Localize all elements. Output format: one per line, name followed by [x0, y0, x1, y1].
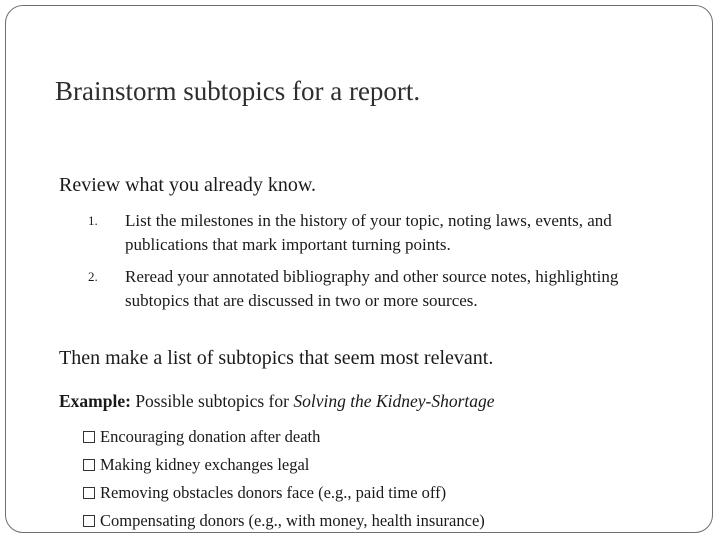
checkbox-icon — [83, 459, 95, 471]
checkbox-icon — [83, 487, 95, 499]
subtopic-checklist — [83, 423, 485, 535]
example-label: Example: — [59, 391, 131, 411]
item-text: List the milestones in the history of your topic, noting laws, events, and publications that mark important turning points. — [125, 211, 612, 254]
checklist-item — [83, 507, 485, 535]
checkbox-icon — [83, 515, 95, 527]
review-heading: Review what you already know. — [59, 174, 316, 196]
item-number: 1. — [88, 213, 98, 228]
example-prefix: Possible subtopics for — [130, 391, 294, 411]
checklist-item-text: Making kidney exchanges legal — [100, 455, 310, 474]
then-heading: Then make a list of subtopics that seem most relevant. — [59, 347, 494, 369]
example-book-title: Solving the Kidney-Shortage — [293, 391, 495, 411]
checklist-item — [83, 423, 485, 451]
example-line — [59, 391, 495, 412]
checklist-item-text: Encouraging donation after death — [100, 427, 321, 446]
checklist-item — [83, 479, 485, 507]
checklist-item-text: Removing obstacles donors face (e.g., paid time off) — [100, 483, 447, 502]
slide-title: Brainstorm subtopics for a report. — [55, 76, 421, 106]
checklist-item — [83, 451, 485, 479]
checklist-item-text: Compensating donors (e.g., with money, health insurance) — [100, 511, 485, 530]
checkbox-icon — [83, 431, 95, 443]
item-number: 2. — [88, 269, 98, 284]
item-text: Reread your annotated bibliography and other source notes, highlighting subtopics that are discussed in two or more sources. — [125, 267, 619, 310]
